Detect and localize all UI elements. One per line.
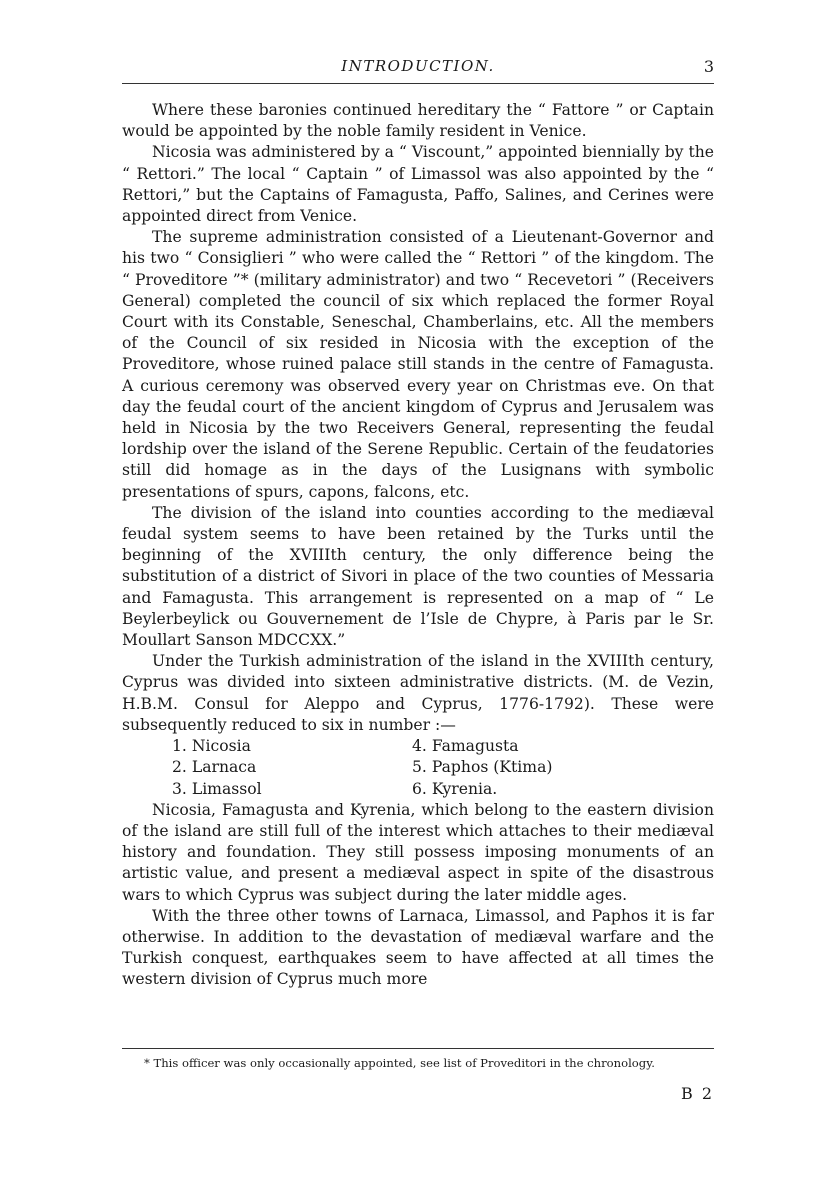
page-number: 3 bbox=[703, 57, 714, 76]
signature-mark: B 2 bbox=[680, 1084, 714, 1103]
district-list bbox=[172, 736, 714, 800]
footnote bbox=[122, 1048, 714, 1071]
running-title: INTRODUCTION. bbox=[341, 57, 495, 75]
paragraph: Nicosia, Famagusta and Kyrenia, which belong to the eastern division of the island are still full of the interest which attaches to their mediæval history and foundation. They still possess imposing monuments of an artistic value, and present a mediæval aspect in spite of the disastrous wars to which Cyprus was subject during the later middle ages. bbox=[122, 800, 714, 904]
footnote-text: * This officer was only occasionally appointed, see list of Proveditori in the chronology. bbox=[144, 1056, 655, 1070]
footnote-rule bbox=[122, 1048, 714, 1049]
district-item: 2. Larnaca bbox=[172, 758, 257, 777]
paragraph: The division of the island into counties according to the mediæval feudal system seems to have been retained by the Turks until the beginning of the XVIIIth century, the only difference being the substitution of a district of Sivori in place of the two counties of Messaria and Famagusta. This arrangement is represented on a map of “ Le Beylerbeylick ou Gouvernement de l’Isle de Chypre, à Paris par le Sr. Moullart Sanson MDCCXX.” bbox=[122, 503, 714, 650]
district-item: 3. Limassol bbox=[172, 779, 262, 798]
page-header bbox=[122, 57, 714, 87]
header-rule bbox=[122, 83, 714, 84]
paragraph: Where these baronies continued hereditary the “ Fattore ” or Captain would be appointed by the noble family resident in Venice. bbox=[122, 101, 714, 141]
page-body bbox=[122, 100, 714, 991]
district-item: 6. Kyrenia. bbox=[412, 779, 498, 798]
district-item: 5. Paphos (Ktima) bbox=[412, 758, 553, 777]
paragraph: Under the Turkish administration of the island in the XVIIIth century, Cyprus was divided into sixteen administrative districts. (M. de Vezin, H.B.M. Consul for Aleppo and Cyprus, 1776-1792). These were subsequently reduced to six in number :— bbox=[122, 652, 714, 734]
paragraph: With the three other towns of Larnaca, Limassol, and Paphos it is far otherwise. In addition to the devastation of mediæval warfare and the Turkish conquest, earthquakes seem to have affected at all times the western division of Cyprus much more bbox=[122, 906, 714, 989]
paragraph: Nicosia was administered by a “ Viscount,” appointed biennially by the “ Rettori.” The local “ Captain ” of Limassol was also appointed by the “ Rettori,” but the Captains of Famagusta, Paffo, Salines, and Cerines were appointed direct from Venice. bbox=[122, 143, 714, 226]
district-item: 4. Famagusta bbox=[412, 737, 519, 756]
paragraph: The supreme administration consisted of a Lieutenant-Governor and his two “ Consiglieri ” who were called the “ Rettori ” of the kingdom. The “ Proveditore ”* (military administrator) and two “ Recevetori ” (Receivers General) completed the council of six which replaced the former Royal Court with its Constable, Seneschal, Chamberlains, etc. All the members of the Council of six resided in Nicosia with the exception of the Proveditore, whose ruined palace still stands in the centre of Famagusta. A curious ceremony was observed every year on Christmas eve. On that day the feudal court of the ancient kingdom of Cyprus and Jerusalem was held in Nicosia by the two Receivers General, representing the feudal lordship over the island of the Serene Republic. Certain of the feudatories still did homage as in the days of the Lusignans with symbolic presentations of spurs, capons, falcons, etc. bbox=[122, 228, 714, 501]
district-item: 1. Nicosia bbox=[172, 737, 251, 756]
